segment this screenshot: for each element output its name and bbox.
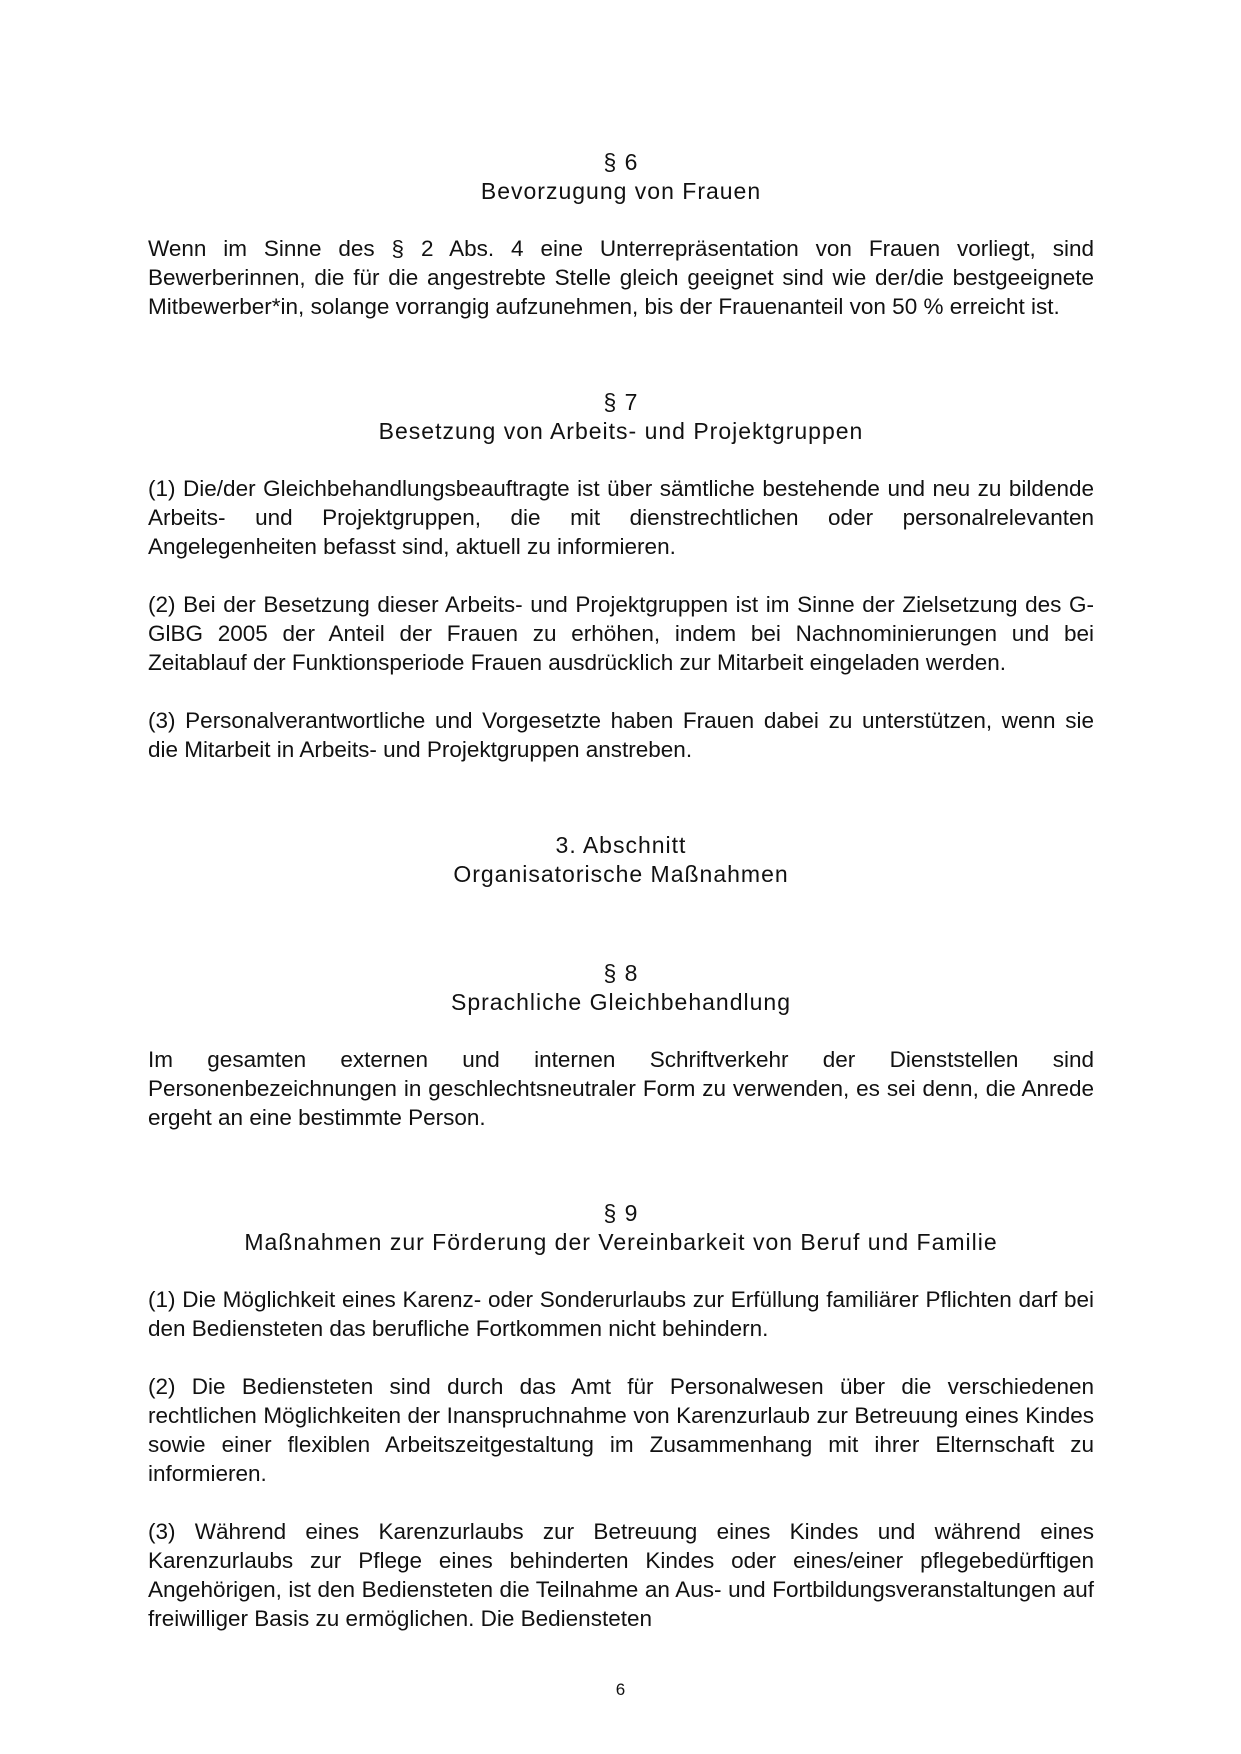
section-7-title: Besetzung von Arbeits- und Projektgruppen bbox=[378, 418, 864, 444]
section-9-paragraph-1: (1) Die Möglichkeit eines Karenz- oder Sonderurlaubs zur Erfüllung familiärer Pflichten darf bei den Bediensteten das berufliche Fortkommen nicht behindern. bbox=[148, 1287, 1094, 1341]
section-6-title: Bevorzugung von Frauen bbox=[480, 178, 762, 204]
section-6-number: § 6 bbox=[603, 149, 639, 175]
section-9-paragraph-2: (2) Die Bediensteten sind durch das Amt für Personalwesen über die verschiedenen rechtlichen Möglichkeiten der Inanspruchnahme von Karenzurlaub zur Betreuung eines Kindes sowie einer flexiblen Arbeitszeitgestaltung im Zusammenhang mit ihrer Elternschaft zu informieren. bbox=[148, 1374, 1094, 1486]
section-7-number: § 7 bbox=[603, 389, 639, 415]
section-9-paragraph-3: (3) Während eines Karenzurlaubs zur Betreuung eines Kindes und während eines Karenzurlaubs zur Pflege eines behinderten Kindes oder eines/einer pflegebedürftigen Angehörigen, ist den Bediensteten die Teilnahme an Aus- und Fortbildungsveranstaltungen auf freiwilliger Basis zu ermöglichen. Die Bediensteten bbox=[148, 1519, 1094, 1631]
section-7-paragraph-2: (2) Bei der Besetzung dieser Arbeits- und Projektgruppen ist im Sinne der Zielsetzung des G-GlBG 2005 der Anteil der Frauen zu erhöhen, indem bei Nachnominierungen und bei Zeitablauf der Funktionsperiode Frauen ausdrücklich zur Mitarbeit eingeladen werden. bbox=[148, 592, 1094, 675]
section-8-paragraph-1: Im gesamten externen und internen Schriftverkehr der Dienststellen sind Personenbezeichnungen in geschlechtsneutraler Form zu verwenden, es sei denn, die Anrede ergeht an eine bestimmte Person. bbox=[148, 1047, 1094, 1130]
section-6-paragraph-1: Wenn im Sinne des § 2 Abs. 4 eine Unterrepräsentation von Frauen vorliegt, sind Bewerberinnen, die für die angestrebte Stelle gleich geeignet sind wie der/die bestgeeignete Mitbewerber*in, solange vorrangig aufzunehmen, bis der Frauenanteil von 50 % erreicht ist. bbox=[148, 236, 1094, 319]
page-number: 6 bbox=[615, 1680, 626, 1699]
abschnitt-3-title: Organisatorische Maßnahmen bbox=[453, 861, 789, 887]
abschnitt-3-number: 3. Abschnitt bbox=[555, 832, 687, 858]
section-8-number: § 8 bbox=[603, 960, 639, 986]
section-9-number: § 9 bbox=[603, 1200, 639, 1226]
document-page bbox=[148, 148, 1094, 1633]
section-8-title: Sprachliche Gleichbehandlung bbox=[451, 989, 791, 1015]
section-9-title: Maßnahmen zur Förderung der Vereinbarkeit von Beruf und Familie bbox=[244, 1229, 998, 1255]
section-7-paragraph-3: (3) Personalverantwortliche und Vorgesetzte haben Frauen dabei zu unterstützen, wenn sie die Mitarbeit in Arbeits- und Projektgruppen anstreben. bbox=[148, 708, 1094, 762]
section-7-paragraph-1: (1) Die/der Gleichbehandlungsbeauftragte ist über sämtliche bestehende und neu zu bildende Arbeits- und Projektgruppen, die mit dienstrechtlichen oder personalrelevanten Angelegenheiten befasst sind, aktuell zu informieren. bbox=[148, 476, 1094, 559]
